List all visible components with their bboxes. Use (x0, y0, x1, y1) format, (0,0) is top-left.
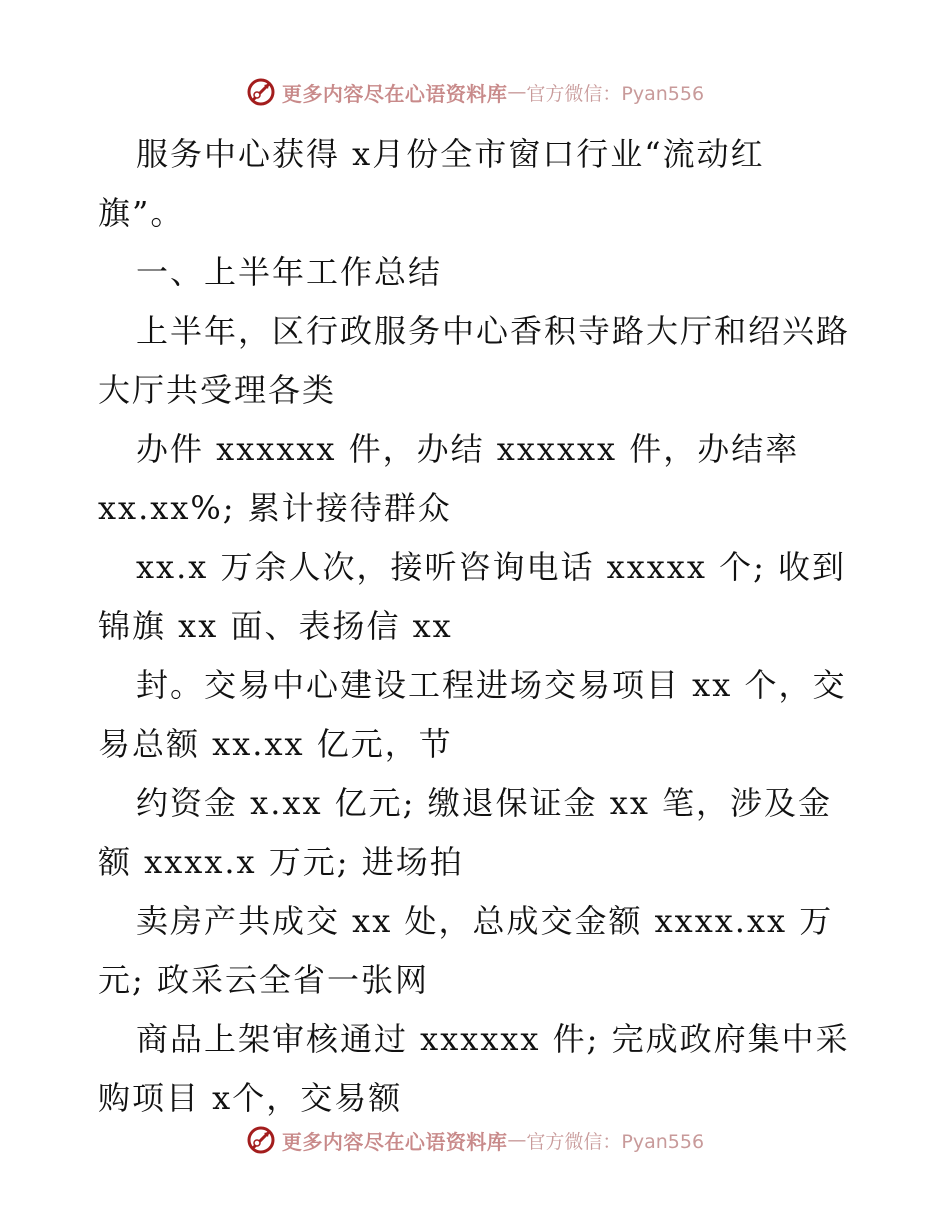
header-banner (0, 72, 950, 112)
logo-icon (246, 1125, 276, 1155)
logo-icon (246, 77, 276, 107)
body-line-14: 卖房产共成交 xx 处，总成交金额 xxxx.xx 万 (136, 902, 834, 940)
body-line-15: 元; 政采云全省一张网 (98, 961, 429, 999)
body-line-12: 约资金 x.xx 亿元; 缴退保证金 xx 笔，涉及金 (136, 784, 833, 822)
banner-dash: — (507, 1129, 527, 1151)
body-line-1: 服务中心获得 x月份全市窗口行业“流动红 (136, 135, 765, 173)
body-line-7: xx.xx%; 累计接待群众 (98, 489, 452, 527)
body-line-2: 旗”。 (98, 194, 185, 232)
body-line-8: xx.x 万余人次，接听咨询电话 xxxxx 个; 收到 (136, 548, 847, 586)
footer-banner (0, 1120, 950, 1160)
body-line-6: 办件 xxxxxx 件，办结 xxxxxx 件，办结率 (136, 430, 800, 468)
banner-sub-text: 官方微信：Pyan556 (526, 82, 705, 105)
body-line-13: 额 xxxx.x 万元; 进场拍 (98, 843, 464, 881)
body-line-9: 锦旗 xx 面、表扬信 xx (98, 607, 453, 645)
body-line-17: 购项目 x个，交易额 (98, 1079, 403, 1117)
body-line-4: 上半年，区行政服务中心香积寺路大厅和绍兴路 (136, 312, 851, 350)
body-line-16: 商品上架审核通过 xxxxxx 件; 完成政府集中采 (136, 1020, 850, 1058)
body-line-5: 大厅共受理各类 (98, 371, 337, 409)
document-body (98, 125, 858, 1128)
body-line-11: 易总额 xx.xx 亿元，节 (98, 725, 453, 763)
banner-dash: — (507, 81, 527, 103)
section-heading: 一、上半年工作总结 (136, 253, 443, 291)
body-line-10: 封。交易中心建设工程进场交易项目 xx 个，交 (136, 666, 847, 704)
banner-sub-text: 官方微信：Pyan556 (526, 1130, 705, 1153)
banner-main-text: 更多内容尽在心语资料库 (281, 1129, 508, 1154)
banner-main-text: 更多内容尽在心语资料库 (281, 81, 508, 106)
